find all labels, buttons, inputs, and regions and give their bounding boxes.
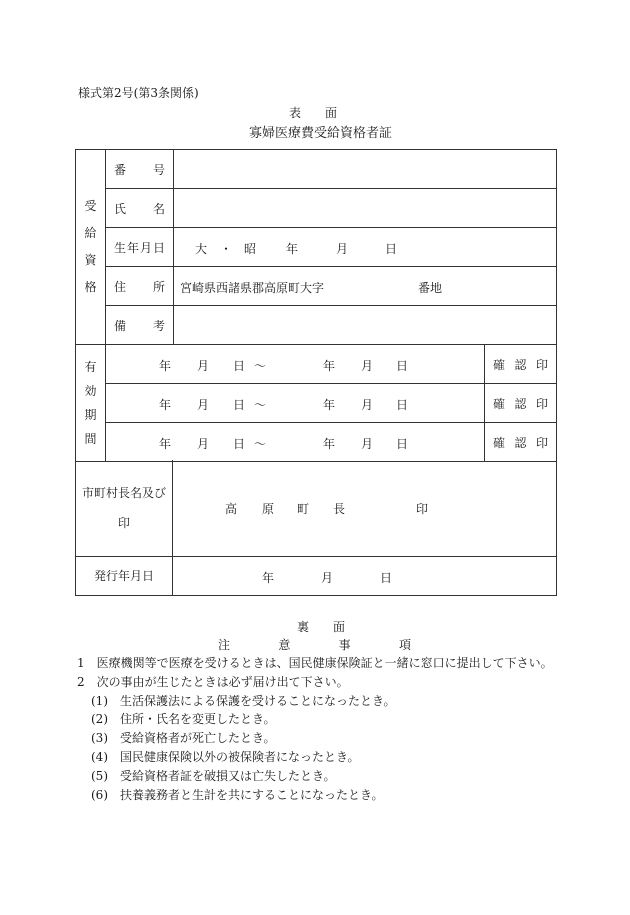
mayor-label-cell	[76, 460, 173, 556]
remarks-label: 備 考	[106, 306, 174, 345]
name-field[interactable]	[174, 189, 557, 228]
note-subitem: (6) 扶養義務者と生計を共にすることになったとき。	[91, 787, 384, 802]
mayor-seal-label: 印	[117, 515, 130, 530]
number-label: 番 号	[106, 150, 174, 189]
notes-list	[77, 654, 553, 804]
address-field[interactable]: 宮崎県西諸県郡高原町大字 番地	[174, 267, 557, 306]
number-field[interactable]	[174, 150, 557, 189]
issue-date-field[interactable]: 年 月 日	[173, 556, 557, 595]
note-item-1: 1 医療機関等で医療を受けるときは、国民健康保険証と一緒に窓口に提出して下さい。	[77, 656, 553, 670]
side-back-label: 裏 面	[297, 620, 346, 634]
note-subitem: (3) 受給資格者が死亡したとき。	[91, 731, 276, 746]
note-subitem: (1) 生活保護法による保護を受けることになったとき。	[91, 693, 396, 708]
note-subitem: (4) 国民健康保険以外の被保険者になったとき。	[91, 749, 360, 764]
side-front-label: 表 面	[289, 106, 338, 120]
mayor-field[interactable]: 高 原 町 長 印	[173, 460, 557, 556]
name-label: 氏 名	[106, 189, 174, 228]
mayor-seal: 印	[416, 502, 429, 517]
note-item-2: 2 次の事由が生じたときは必ず届け出て下さい。	[77, 674, 349, 689]
confirm-seal-cell[interactable]: 確 認 印	[485, 345, 557, 384]
validity-period-row[interactable]: 年 月 日 ～ 年 月 日	[106, 423, 485, 462]
issue-date-label: 発行年月日	[76, 556, 173, 595]
address-label: 住 所	[106, 267, 174, 306]
remarks-field[interactable]	[174, 306, 557, 345]
certificate-title: 寡婦医療費受給資格者証	[249, 126, 393, 141]
issuer-form	[75, 460, 557, 596]
certificate-form	[75, 149, 557, 462]
note-subitem: (2) 住所・氏名を変更したとき。	[91, 712, 276, 727]
birthdate-label: 生 年 月 日	[106, 228, 174, 267]
confirm-seal-cell[interactable]: 確 認 印	[485, 384, 557, 423]
form-number: 様式第2号(第3条関係)	[78, 86, 199, 100]
validity-period-row[interactable]: 年 月 日 ～ 年 月 日	[106, 384, 485, 423]
validity-group-label: 有 効 期 間	[76, 345, 106, 462]
confirm-seal-cell[interactable]: 確 認 印	[485, 423, 557, 462]
recipient-group-label: 受 給 資 格	[76, 150, 106, 345]
mayor-label: 市町村長名及び	[81, 485, 166, 500]
note-subitem: (5) 受給資格者証を破損又は亡失したとき。	[91, 768, 336, 783]
notes-title: 注 意 事 項	[218, 638, 411, 652]
validity-period-row[interactable]: 年 月 日 ～ 年 月 日	[106, 345, 485, 384]
birthdate-field[interactable]: 大 ・ 昭 年 月 日	[174, 228, 557, 267]
